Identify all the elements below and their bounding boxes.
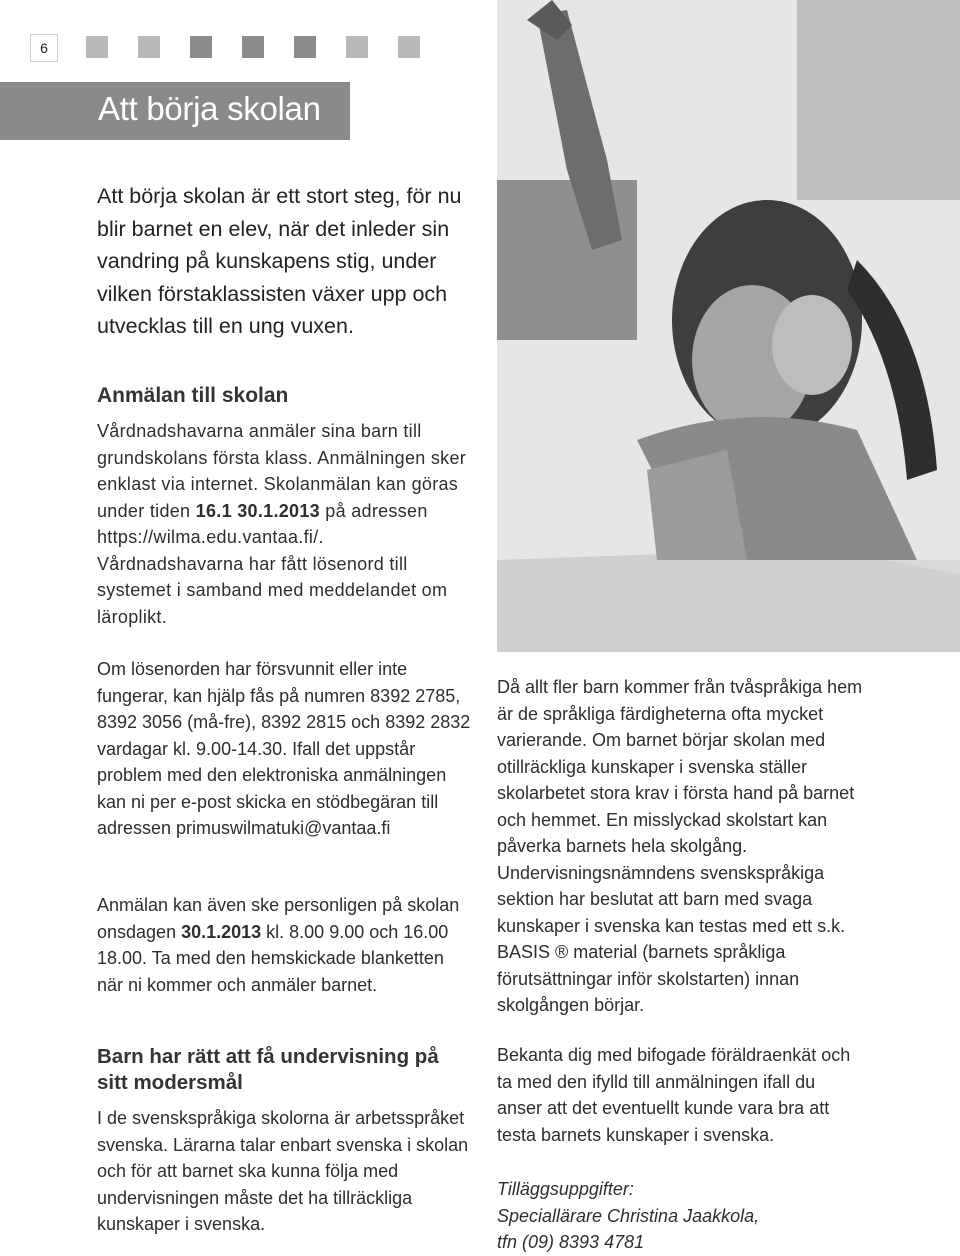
decorative-squares: [86, 36, 420, 58]
registration-part-1: Vårdnadshavarna anmäler sina barn till grundskolans första klass. Anmälningen sker enklast via internet. Skolanmälan kan göras under tiden: [97, 421, 467, 521]
heading-mother-tongue: Barn har rätt att få undervisning på sitt modersmål: [97, 1045, 439, 1094]
survey-paragraph: Bekanta dig med bifogade föräldraenkät och ta med den ifylld till anmälningen ifall du anser att det eventuellt kunde vara bra att testa barnets kunskaper i svenska.: [497, 1045, 851, 1145]
contact-label: Tilläggsuppgifter:: [497, 1179, 634, 1199]
registration-dates: 16.1 30.1.2013: [195, 500, 320, 521]
square-1: [86, 36, 108, 58]
bilingual-text: [497, 674, 865, 1019]
bilingual-paragraph: Då allt fler barn kommer från tvåspråkiga hem är de språkliga färdigheterna ofta mycket varierande. Om barnet börjar skolan med otillräckliga kunskaper i svenska ställer skolarbetet stora krav i första hand på barnet och hemmet. En misslyckad skolstart kan påverka barnets hela skolgång. Undervisningsnämndens svenskspråkiga sektion har beslutat att barn med svaga kunskaper i svenska kan testas med ett s.k. BASIS ® material (barnets språkliga förutsättningar inför skolstarten) innan skolgången börjar.: [497, 677, 863, 1015]
square-4: [242, 36, 264, 58]
heading-registration: Anmälan till skolan: [97, 384, 289, 407]
personal-paragraph: [97, 892, 472, 998]
title-bar: [0, 82, 350, 140]
lead-paragraph: Att börja skolan är ett stort steg, för nu blir barnet en elev, när det inleder sin vandring på kunskapens stig, under vilken förstaklassisten växer upp och utvecklas till en ung vuxen.: [97, 184, 462, 338]
page-number: 6: [30, 34, 58, 62]
mother-tongue-text: [97, 1105, 472, 1238]
personal-part-1: Anmälan kan även ske personligen på skolan onsdagen: [97, 895, 460, 942]
contact-name: Speciallärare Christina Jaakkola,: [497, 1205, 760, 1226]
mother-tongue-paragraph: I de svenskspråkiga skolorna är arbetsspråket svenska. Lärarna talar enbart svenska i skolan och för att barnet ska kunna följa med undervisningen måste det ha tillräckliga kunskaper i svenska.: [97, 1108, 469, 1234]
square-2: [138, 36, 160, 58]
password-paragraph: Om lösenorden har försvunnit eller inte fungerar, kan hjälp fås på numren 8392 2785, 8392 3056 (må-fre), 8392 2815 och 8392 2832 vardagar kl. 9.00-14.30. Ifall det uppstår problem med den elektroniska anmälningen kan ni per e-post skicka en stödbegäran till adressen primuswilmatuki@vantaa.fi: [97, 659, 471, 838]
square-5: [294, 36, 316, 58]
registration-text: [97, 418, 472, 630]
square-3: [190, 36, 212, 58]
square-7: [398, 36, 420, 58]
personal-date: 30.1.2013: [181, 921, 262, 942]
personal-part-2: kl. 8.00 9.00 och 16.00 18.00. Ta med den hemskickade blanketten när ni kommer och anmäler barnet.: [97, 921, 449, 995]
photo-illustration: [497, 0, 960, 652]
personal-registration-text: [97, 892, 472, 998]
registration-paragraph: [97, 418, 472, 630]
contact-phone: tfn (09) 8393 4781: [497, 1232, 645, 1252]
password-text: [97, 656, 472, 842]
survey-text: [497, 1042, 865, 1148]
photo-girl-raising-hand: [497, 0, 960, 652]
square-6: [346, 36, 368, 58]
contact-info: [497, 1176, 865, 1256]
page-title: Att börja skolan: [98, 90, 321, 127]
registration-part-2: på adressen https://wilma.edu.vantaa.fi/. Vårdnadshavarna har fått lösenord till systemet i samband med meddelandet om läroplikt.: [97, 500, 448, 627]
